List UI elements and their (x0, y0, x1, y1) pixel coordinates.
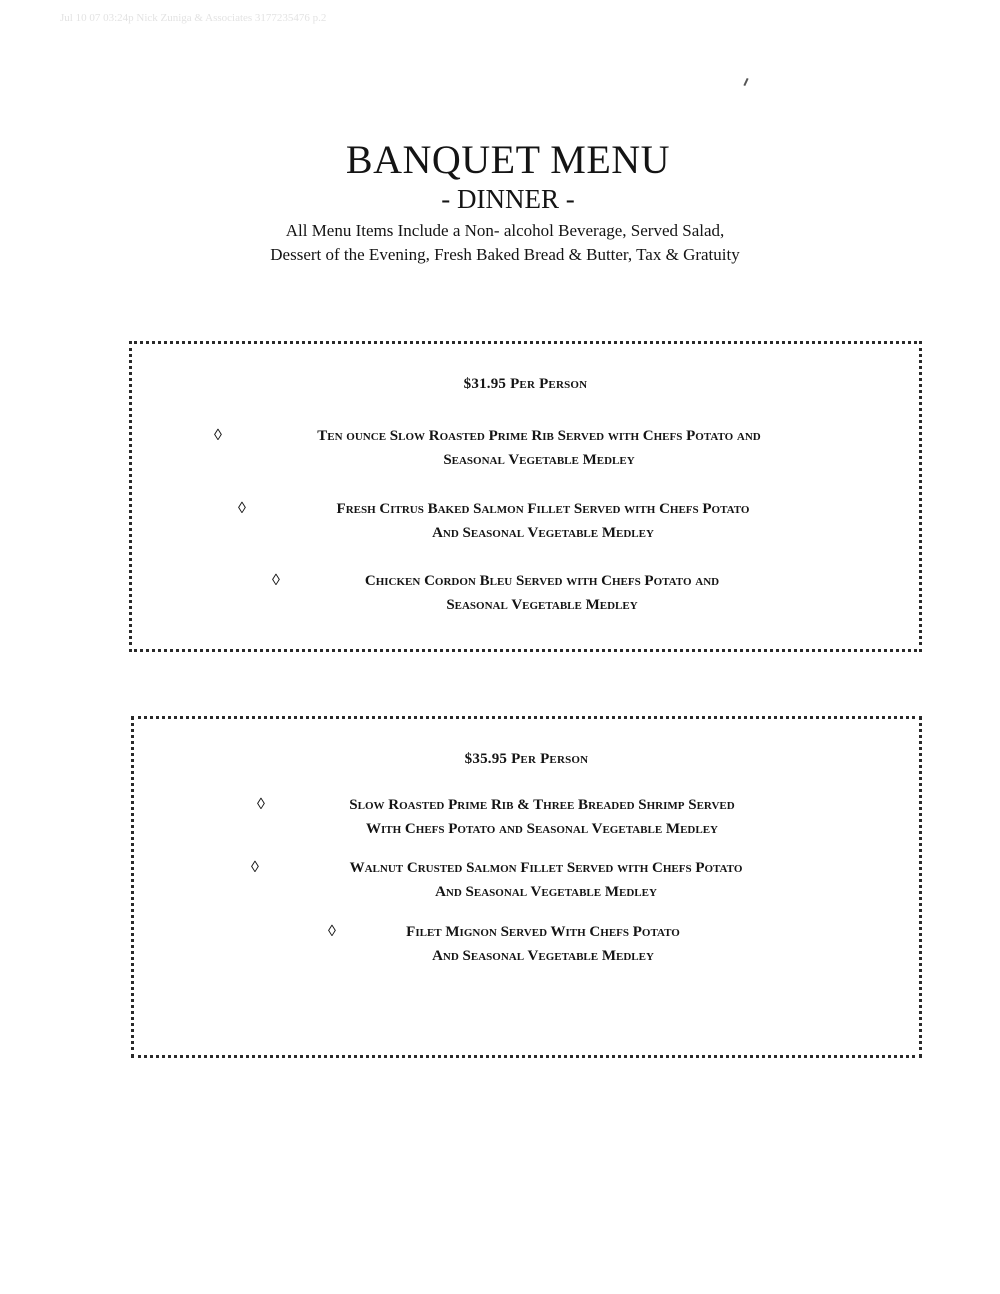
menu-item-line: Walnut Crusted Salmon Fillet Served with Chefs Potato (349, 860, 743, 876)
diamond-bullet-icon: ◊ (328, 923, 336, 940)
menu-item (238, 497, 818, 545)
menu-item-line: Seasonal Vegetable Medley (446, 597, 638, 613)
menu-item-line: Fresh Citrus Baked Salmon Fillet Served with Chefs Potato (336, 501, 750, 517)
menu-item (257, 793, 797, 841)
menu-item (272, 569, 782, 617)
menu-item-line: Seasonal Vegetable Medley (443, 452, 635, 468)
diamond-bullet-icon: ◊ (214, 427, 222, 444)
menu-item-line: And Seasonal Vegetable Medley (432, 948, 654, 964)
fax-header-text: Jul 10 07 03:24p Nick Zuniga & Associates 3177235476 p.2 (60, 12, 327, 24)
menu-item-line: Slow Roasted Prime Rib & Three Breaded Shrimp Served (349, 797, 735, 813)
diamond-bullet-icon: ◊ (257, 796, 265, 813)
diamond-bullet-icon: ◊ (238, 500, 246, 517)
menu-item (328, 920, 728, 968)
stray-mark (743, 78, 748, 86)
diamond-bullet-icon: ◊ (251, 859, 259, 876)
menu-item-line: Chicken Cordon Bleu Served with Chefs Potato and (364, 573, 720, 589)
package-price: $35.95 Per Person (464, 751, 589, 767)
menu-item (214, 424, 834, 472)
package-box-2 (131, 716, 922, 1058)
menu-item-line: And Seasonal Vegetable Medley (432, 525, 654, 541)
package-price: $31.95 Per Person (463, 376, 588, 392)
menu-item-line: Filet Mignon Served With Chefs Potato (406, 924, 680, 940)
page-title: BANQUET MENU (345, 137, 671, 182)
inclusions-note-line-1: All Menu Items Include a Non- alcohol Beverage, Served Salad, (285, 221, 725, 240)
menu-item-line: With Chefs Potato and Seasonal Vegetable Medley (366, 821, 718, 837)
package-box-1 (129, 341, 922, 652)
inclusions-note-line-2: Dessert of the Evening, Fresh Baked Bread & Butter, Tax & Gratuity (270, 245, 740, 264)
menu-item (251, 856, 811, 904)
page-subtitle: - DINNER - (441, 184, 575, 214)
menu-item-line: And Seasonal Vegetable Medley (435, 884, 657, 900)
menu-item-line: Ten ounce Slow Roasted Prime Rib Served with Chefs Potato and (317, 428, 761, 444)
diamond-bullet-icon: ◊ (272, 572, 280, 589)
